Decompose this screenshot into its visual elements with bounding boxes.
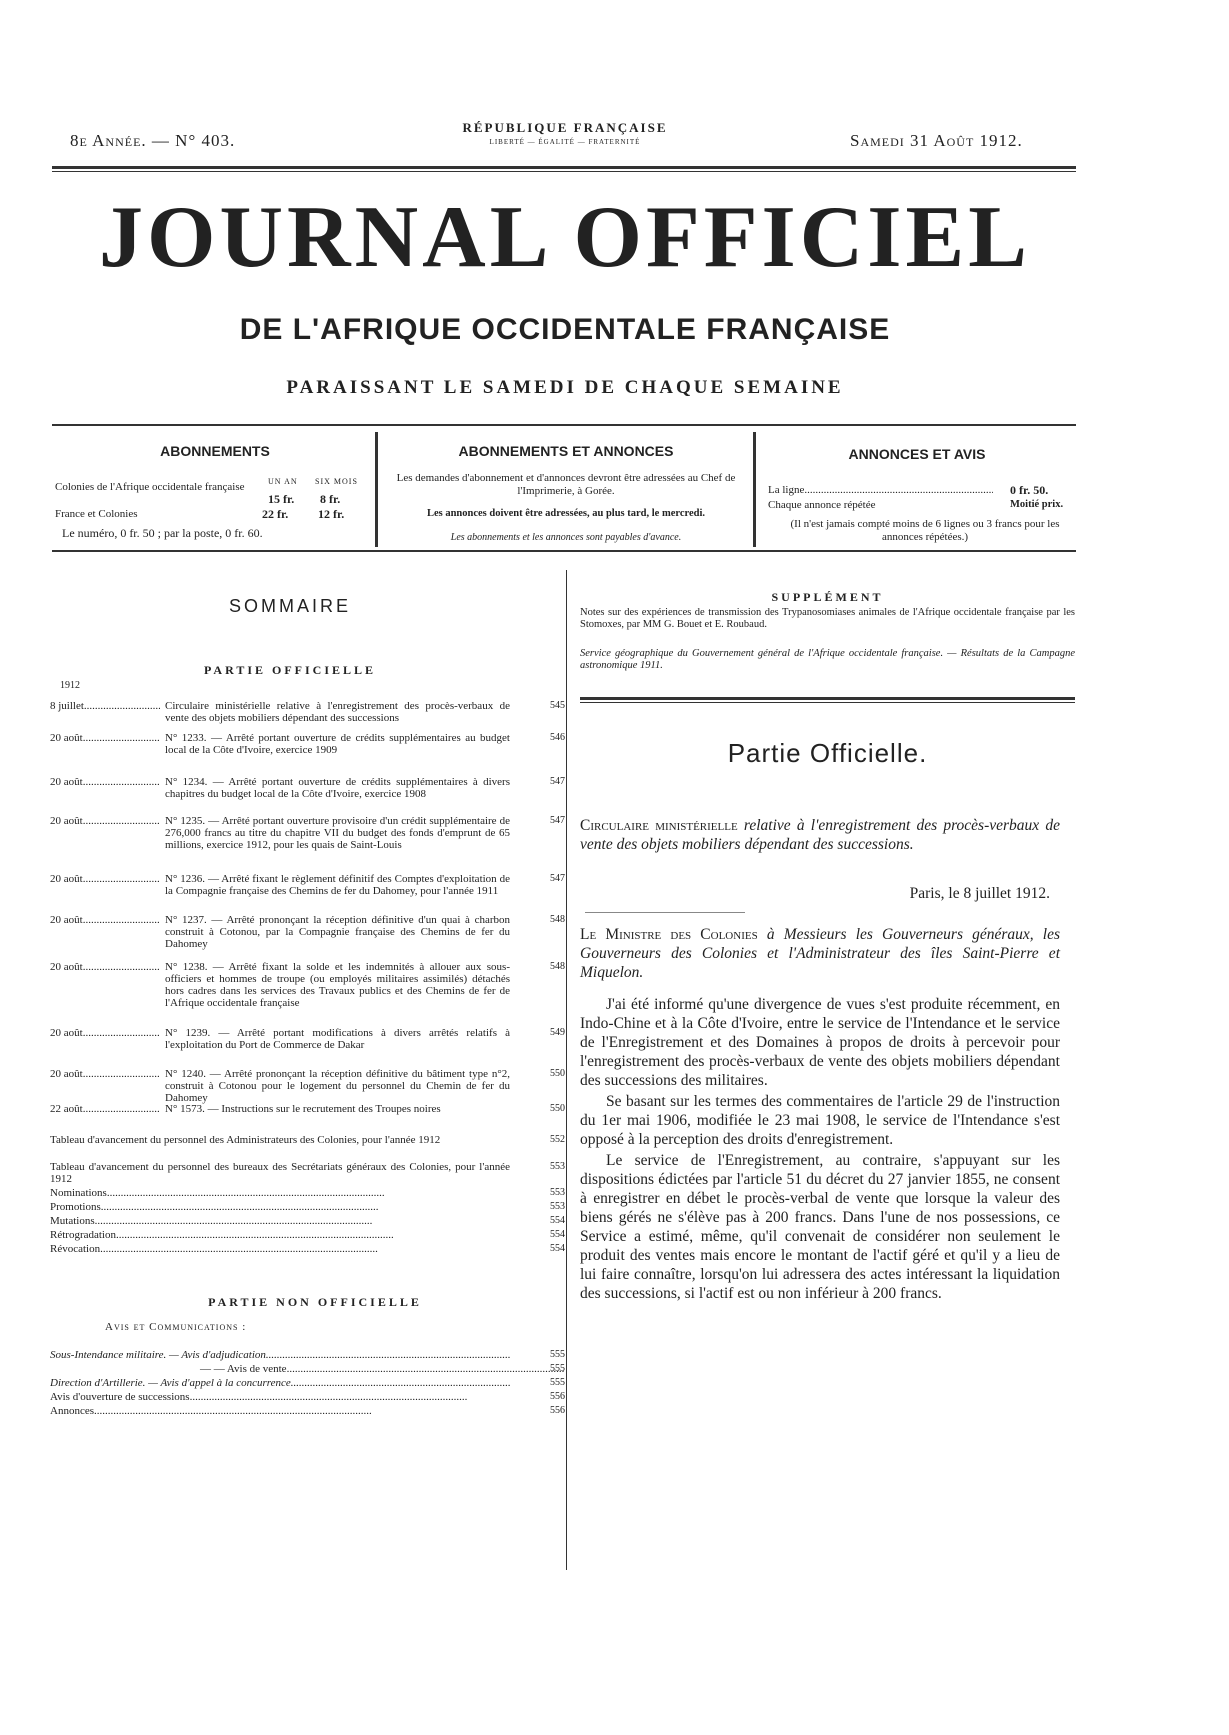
journal-title: JOURNAL OFFICIEL xyxy=(99,189,1031,286)
supplement-heading: SUPPLÉMENT xyxy=(771,590,884,604)
toc-misc-text: Mutations ..... xyxy=(50,1215,510,1227)
abonnements-heading: ABONNEMENTS xyxy=(160,443,270,459)
issue-date: Samedi 31 Août 1912. xyxy=(850,131,1023,150)
dot-leader xyxy=(291,1377,510,1389)
toc-entry-page: 550 xyxy=(550,1068,565,1079)
annonces-ligne-text: La ligne xyxy=(768,484,805,496)
toc-misc-text: Tableau d'avancement du personnel des bureaux des Secrétariats généraux des Colonies, pour l'année 1912 xyxy=(50,1161,510,1185)
toc-entry-text: N° 1236. — Arrêté fixant le règlement définitif des Comptes d'exploitation de la Compagnie française des Chemins de fer du Dahomey, pour l'année 1911 xyxy=(165,873,510,897)
dot-leader xyxy=(83,1027,160,1039)
toc-entry-date: 20 août ..... xyxy=(50,1027,160,1039)
annonces-ligne-price: 0 fr. 50. xyxy=(1010,483,1049,497)
toc-entry-text: N° 1233. — Arrêté portant ouverture de crédits supplémentaires au budget local de la Côte d'Ivoire, exercice 1909 xyxy=(165,732,510,756)
toc-entry-page: 547 xyxy=(550,815,565,826)
annonces-note: (Il n'est jamais compté moins de 6 lignes ou 3 francs pour les annonces répétées.) xyxy=(790,518,1060,543)
toc-entry-date: 8 juillet ..... xyxy=(50,700,160,712)
dot-leader xyxy=(116,1229,394,1241)
toc-entry-page: 546 xyxy=(550,732,565,743)
avis-entry-page: 556 xyxy=(550,1405,565,1416)
box-divider-right xyxy=(753,432,756,547)
dot-leader xyxy=(83,1103,160,1115)
circulaire-address xyxy=(580,925,1060,982)
circulaire-title-rest: relative à l'enregistrement des procès-verbaux de vente des objets mobiliers dépendant des successions. xyxy=(580,817,1060,853)
masthead-rule-top xyxy=(52,166,1076,169)
article-rule xyxy=(585,912,745,913)
dot-leader xyxy=(100,1243,378,1255)
toc-misc-text: Tableau d'avancement du personnel des Administrateurs des Colonies, pour l'année 1912 xyxy=(50,1134,441,1146)
republic-heading xyxy=(395,120,735,146)
toc-entry-page: 548 xyxy=(550,961,565,972)
column-divider xyxy=(566,570,567,1570)
toc-misc-text: Révocation ..... xyxy=(50,1243,510,1255)
dot-leader xyxy=(83,815,160,827)
avis-entry-text: Annonces ..... xyxy=(50,1405,510,1417)
circulaire-title xyxy=(580,816,1060,854)
annonces-avis-heading: ANNONCES ET AVIS xyxy=(848,446,986,462)
toc-entry-page: 547 xyxy=(550,873,565,884)
dot-leader xyxy=(83,1068,160,1080)
dot-leader xyxy=(83,776,160,788)
toc-entry-text: N° 1239. — Arrêté portant modifications à divers arrêtés relatifs à l'exploitation du Port de Commerce de Dakar xyxy=(165,1027,510,1051)
abo-annonces-line3: Les abonnements et les annonces sont payables d'avance. xyxy=(450,532,682,543)
abo-annonces-line1: Les demandes d'abonnement et d'annonces devront être adressées au Chef de l'Imprimerie, à Gorée. xyxy=(396,472,736,497)
circulaire-body xyxy=(580,995,1060,1305)
circulaire-address-rest: à Messieurs les Gouverneurs généraux, les Gouverneurs des Colonies et l'Administrateur des îles Saint-Pierre et Miquelon. xyxy=(580,926,1061,981)
abonnements-col-six: SIX MOIS xyxy=(315,477,358,486)
toc-misc-page: 553 xyxy=(550,1187,565,1198)
issue-number: 8e Année. — N° 403. xyxy=(70,131,236,150)
circulaire-title-lead: Circulaire ministérielle xyxy=(580,817,738,834)
annonces-repetee-label: Chaque annonce répétée xyxy=(768,499,876,511)
sommaire-year: 1912 xyxy=(60,680,80,691)
toc-entry-text: N° 1573. — Instructions sur le recrutement des Troupes noires xyxy=(165,1103,441,1115)
box-divider-left xyxy=(375,432,378,547)
toc-misc-text: Promotions ..... xyxy=(50,1201,510,1213)
annonces-ligne-label xyxy=(768,484,993,497)
circulaire-paragraph-3: Le service de l'Enregistrement, au contraire, s'appuyant sur les dispositions édictées par l'article 51 du décret du 27 janvier 1855, ne consent à enregistrer en débet le procès-verbal de vente que lorsque la valeur des biens gérés ne s'élève pas à 200 francs. Dans l'une de nos possessions, ce Service a estimé, même, qu'il convenait de considérer non seulement le produit des ventes mais encore le montant de l'actif géré et qu'il y a lieu de lui faire connaître, lorsqu'on lui adressera des actes intéressant la liquidation des successions, si l'actif est ou non inférieur à 200 francs. xyxy=(580,1152,1060,1302)
avis-entry-page: 555 xyxy=(550,1377,565,1388)
abonnements-numero: Le numéro, 0 fr. 50 ; par la poste, 0 fr. 60. xyxy=(62,526,263,540)
toc-entry-page: 547 xyxy=(550,776,565,787)
dot-leader xyxy=(266,1349,510,1361)
dot-leader xyxy=(94,1405,372,1417)
toc-misc-text: Rétrogradation ..... xyxy=(50,1229,510,1241)
toc-entry-date: 20 août ..... xyxy=(50,873,160,885)
masthead-rule-top-thin xyxy=(52,171,1076,172)
supplement-item1: Notes sur des expériences de transmission des Trypanosomiases animales de l'Afrique occidentale française par les Stomoxes, par MM G. Bouet et E. Roubaud. xyxy=(580,607,1075,630)
abo-annonces-line2: Les annonces doivent être adressées, au plus tard, le mercredi. xyxy=(426,508,706,519)
abo-annonces-heading: ABONNEMENTS ET ANNONCES xyxy=(458,443,674,459)
republic-label: RÉPUBLIQUE FRANÇAISE xyxy=(462,120,668,135)
toc-entry-date: 20 août ..... xyxy=(50,815,160,827)
avis-entry-text: Sous-Intendance militaire. — Avis d'adjudication ..... xyxy=(50,1349,510,1361)
toc-entry-date: 20 août ..... xyxy=(50,732,160,744)
journal-periodicity: PARAISSANT LE SAMEDI DE CHAQUE SEMAINE xyxy=(286,377,844,398)
circulaire-paragraph-1: J'ai été informé qu'une divergence de vues s'est produite récemment, en Indo-Chine et à la Côte d'Ivoire, entre le service de l'Intendance et le service de l'Enregistrement et des Domaines à propos de droits à percevoir pour l'enregistrement des procès-verbaux de vente des objets mobiliers dépendant des successions des militaires. xyxy=(580,996,1060,1089)
toc-entry-page: 549 xyxy=(550,1027,565,1038)
toc-entry-date: 22 août ..... xyxy=(50,1103,160,1115)
dot-leader xyxy=(83,732,160,744)
supplement-item2: Service géographique du Gouvernement général de l'Afrique occidentale française. — Résultats de la Campagne astronomique 1911. xyxy=(580,648,1075,671)
toc-entry-page: 548 xyxy=(550,914,565,925)
partie-officielle-title: Partie Officielle. xyxy=(727,738,928,768)
dot-leader xyxy=(190,1391,468,1403)
dot-leader xyxy=(83,961,160,973)
abonnements-row1-label: Colonies de l'Afrique occidentale française xyxy=(55,481,245,493)
toc-misc-page: 554 xyxy=(550,1243,565,1254)
dot-leader xyxy=(804,484,993,496)
toc-misc-page: 552 xyxy=(550,1134,565,1145)
toc-entry-text: Circulaire ministérielle relative à l'enregistrement des procès-verbaux de vente des objets mobiliers dépendant des successions xyxy=(165,700,510,724)
toc-entry-text: N° 1240. — Arrêté prononçant la réception définitive du bâtiment type n°2, construit à Cotonou pour le logement du personnel du Chemin de fer du Dahomey xyxy=(165,1068,510,1104)
avis-entry-text: Direction d'Artillerie. — Avis d'appel à la concurrence ..... xyxy=(50,1377,510,1389)
toc-misc-page: 553 xyxy=(550,1201,565,1212)
avis-entry-page: 555 xyxy=(550,1349,565,1360)
toc-misc-text: Nominations ..... xyxy=(50,1187,510,1199)
abonnements-row2-an: 22 fr. xyxy=(262,507,289,521)
avis-entry-text: — — Avis de vente ..... xyxy=(50,1363,660,1375)
avis-entry-page: 556 xyxy=(550,1391,565,1402)
abonnements-row2-six: 12 fr. xyxy=(318,507,345,521)
toc-entry-date: 20 août ..... xyxy=(50,1068,160,1080)
dot-leader xyxy=(83,914,160,926)
toc-entry-date: 20 août ..... xyxy=(50,914,160,926)
toc-misc-page: 553 xyxy=(550,1161,565,1172)
box-rule-bottom xyxy=(52,550,1076,552)
sommaire-heading: SOMMAIRE xyxy=(228,596,351,616)
supplement-rule-thin xyxy=(580,702,1075,703)
toc-entry-text: N° 1238. — Arrêté fixant la solde et les indemnités à allouer aux sous-officiers et hommes de troupe (ou employés militaires assimilés) détachés hors cadres dans les services des Travaux publics et des Chemins de fer de l'Afrique occidentale française xyxy=(165,961,510,1009)
toc-entry-page: 550 xyxy=(550,1103,565,1114)
avis-entry-page: 555 xyxy=(550,1363,565,1374)
abonnements-row1-six: 8 fr. xyxy=(320,492,341,506)
toc-entry-text: N° 1234. — Arrêté portant ouverture de crédits supplémentaires à divers chapitres du budget local de la Côte d'Ivoire, exercice 1908 xyxy=(165,776,510,800)
circulaire-paragraph-2: Se basant sur les termes des commentaires de l'article 29 de l'instruction du 1er mai 1906, modifiée le 23 mai 1908, le service de l'Intendance s'est opposé à la perception des droits d'enregistrement. xyxy=(580,1093,1060,1148)
abonnements-col-an: UN AN xyxy=(268,477,298,486)
supplement-rule xyxy=(580,697,1075,700)
toc-misc-page: 554 xyxy=(550,1229,565,1240)
dot-leader xyxy=(101,1201,379,1213)
partie-non-officielle-heading: PARTIE NON OFFICIELLE xyxy=(208,1295,422,1309)
toc-entry-date: 20 août ..... xyxy=(50,961,160,973)
avis-entry-text: Avis d'ouverture de successions ..... xyxy=(50,1391,510,1403)
toc-entry-page: 545 xyxy=(550,700,565,711)
toc-entry-text: N° 1235. — Arrêté portant ouverture provisoire d'un crédit supplémentaire de 276,000 francs au titre du chapitre VII du budget des fonds d'emprunt de 65 millions, exercice 1912, pour les quais de Saint-Louis xyxy=(165,815,510,851)
dot-leader xyxy=(83,873,160,885)
abonnements-row1-an: 15 fr. xyxy=(268,492,295,506)
republic-motto: LIBERTÉ — ÉGALITÉ — FRATERNITÉ xyxy=(489,138,641,146)
toc-misc-page: 554 xyxy=(550,1215,565,1226)
abonnements-row2-label: France et Colonies xyxy=(55,508,138,520)
dot-leader xyxy=(107,1187,385,1199)
circulaire-address-lead: Le Ministre des Colonies xyxy=(580,926,758,943)
annonces-repetee-price: Moitié prix. xyxy=(1010,499,1064,510)
toc-entry-text: N° 1237. — Arrêté prononçant la réception définitive d'un quai à charbon construit à Cotonou, par la Compagnie française des Chemins de fer du Dahomey xyxy=(165,914,510,950)
toc-entry-date: 20 août ..... xyxy=(50,776,160,788)
box-rule-top xyxy=(52,424,1076,426)
partie-officielle-heading: PARTIE OFFICIELLE xyxy=(203,663,377,677)
dot-leader xyxy=(95,1215,373,1227)
dot-leader xyxy=(84,700,160,712)
dot-leader xyxy=(287,1363,565,1375)
journal-subtitle: DE L'AFRIQUE OCCIDENTALE FRANÇAISE xyxy=(239,313,891,346)
avis-heading: Avis et Communications : xyxy=(105,1321,247,1333)
circulaire-place-date: Paris, le 8 juillet 1912. xyxy=(909,885,1050,902)
